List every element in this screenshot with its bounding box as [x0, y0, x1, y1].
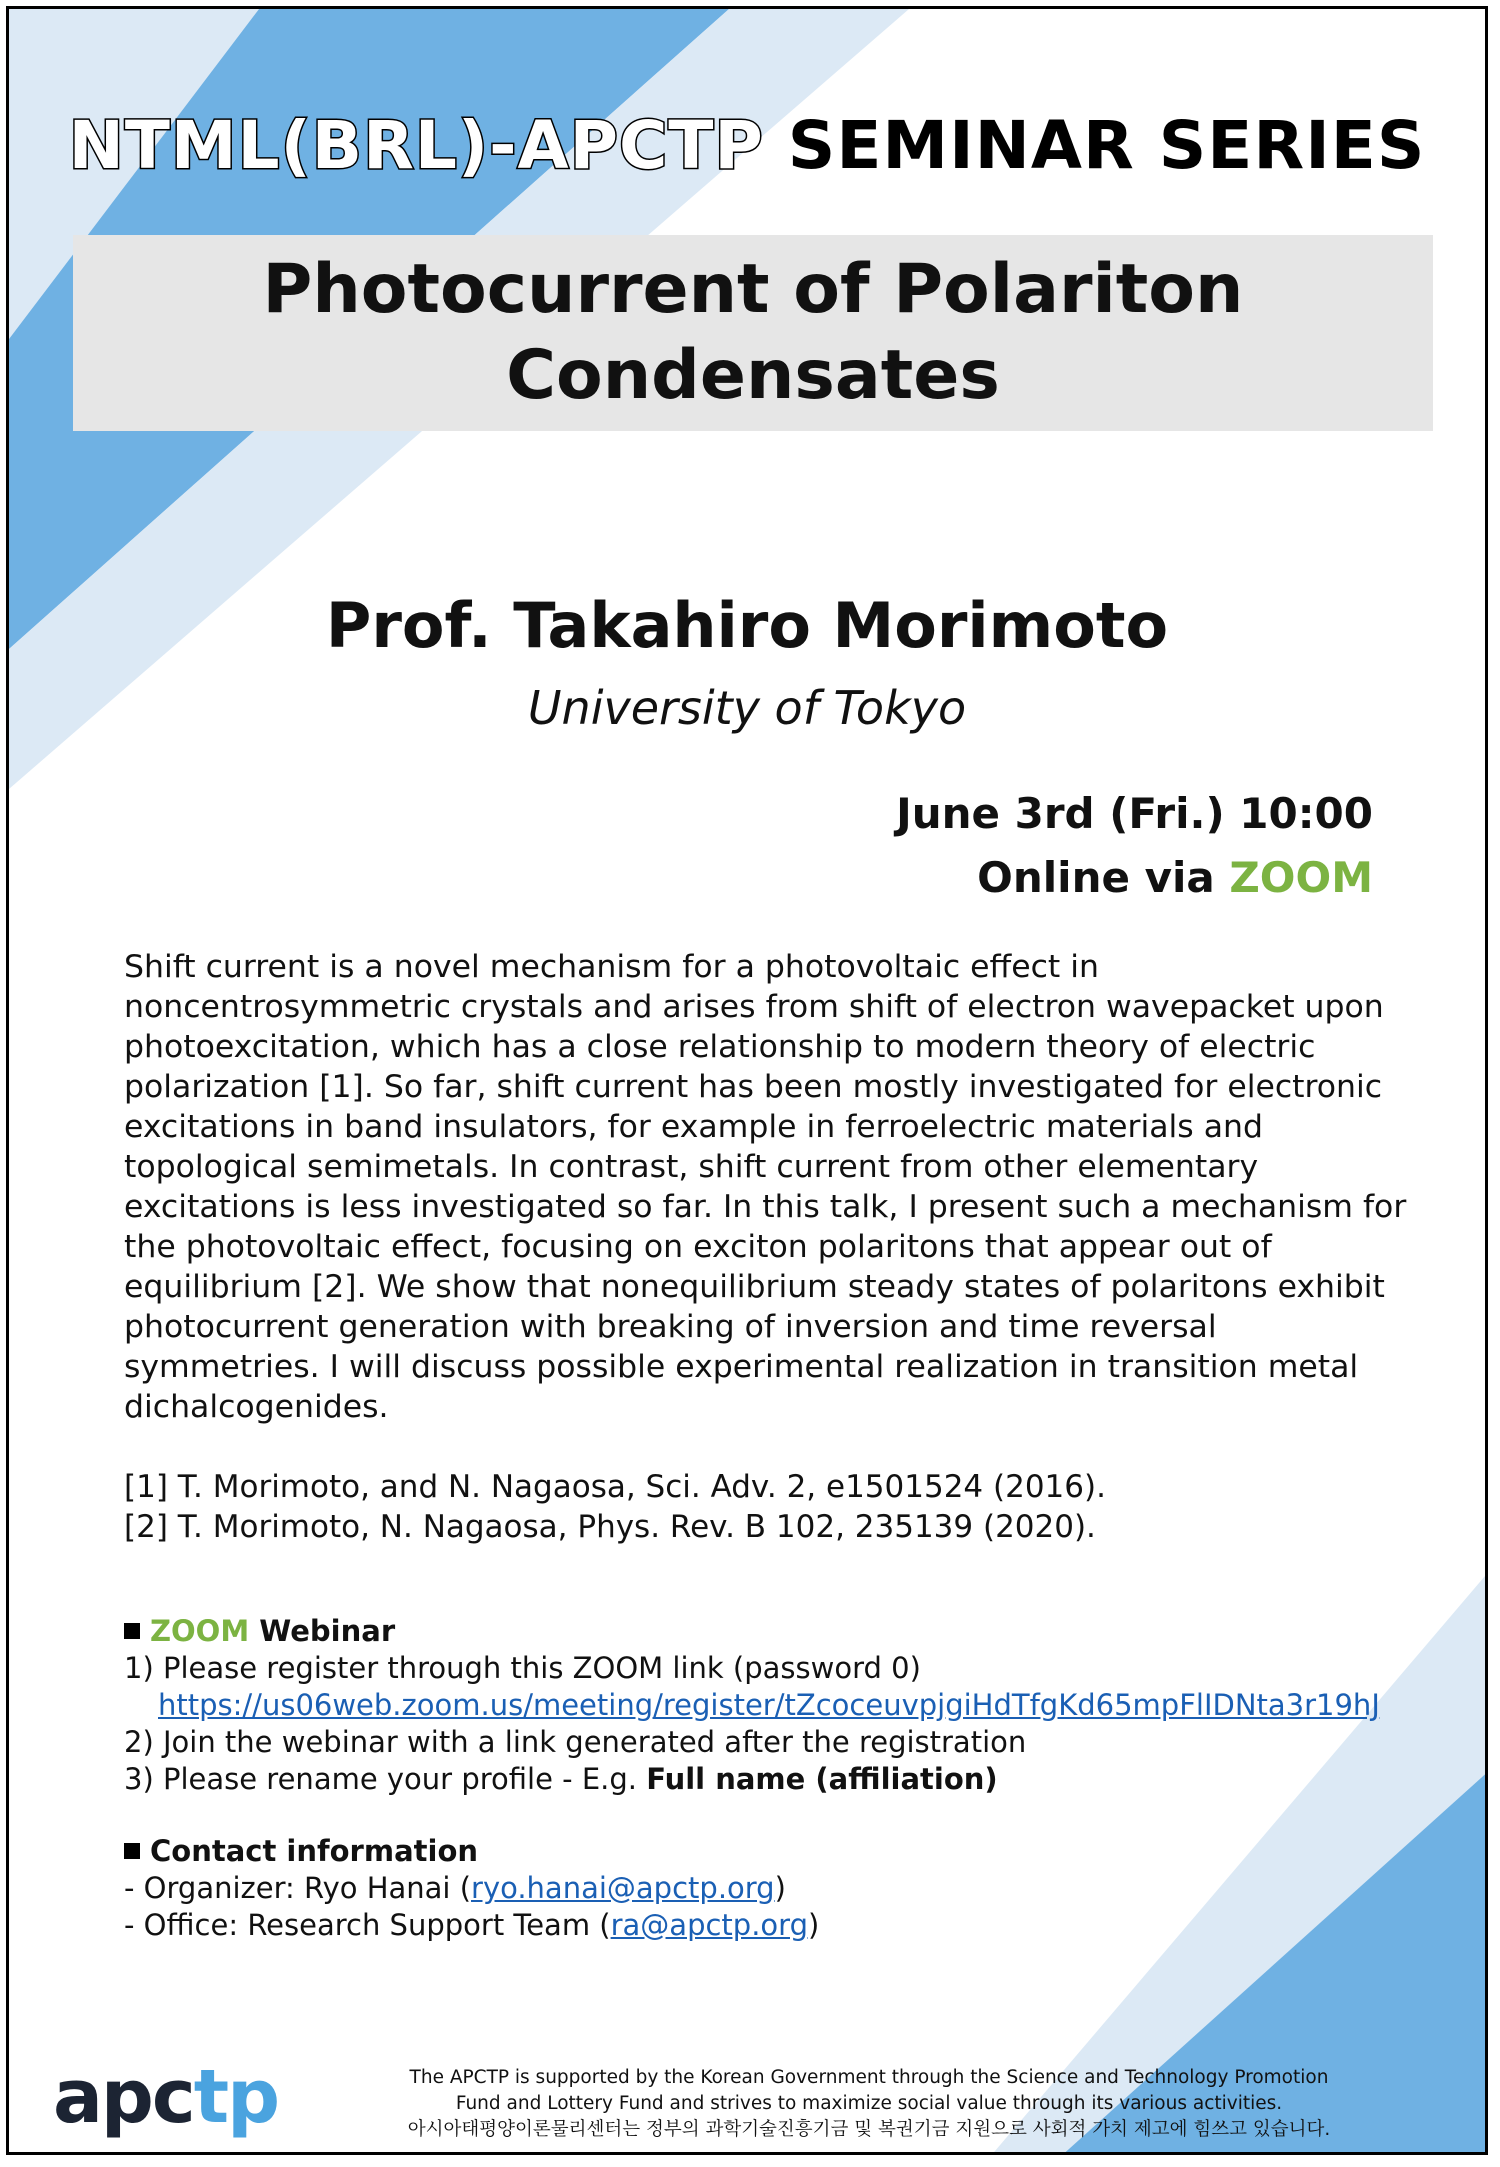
webinar-heading-label: Webinar	[249, 1614, 396, 1648]
contact-heading-label: Contact information	[150, 1834, 479, 1868]
seminar-venue	[977, 853, 1373, 902]
poster	[6, 6, 1488, 2155]
reference-item: [1] T. Morimoto, and N. Nagaosa, Sci. Adv. 2, e1501524 (2016).	[124, 1469, 1106, 1505]
webinar-link-row	[124, 1687, 1444, 1724]
zoom-registration-link[interactable]: https://us06web.zoom.us/meeting/register/tZcoceuvpjgiHdTfgKd65mpFlIDNta3r19hJ	[158, 1688, 1380, 1722]
logo-text-dark: apc	[53, 2054, 194, 2140]
speaker-affiliation: University of Tokyo	[527, 681, 967, 735]
funding-footer	[319, 2065, 1419, 2143]
speaker-name: Prof. Takahiro Morimoto	[325, 589, 1169, 662]
organizer-label: - Organizer: Ryo Hanai (	[124, 1871, 472, 1905]
organizer-email-link[interactable]: ryo.hanai@apctp.org	[471, 1871, 775, 1905]
webinar-step-3-example: Full name (affiliation)	[646, 1762, 998, 1796]
series-name-solid: SEMINAR SERIES	[787, 107, 1426, 184]
apctp-logo	[53, 2054, 279, 2140]
contact-organizer	[124, 1870, 1124, 1907]
webinar-step-3-text: 3) Please rename your profile - E.g.	[124, 1762, 647, 1796]
close-paren: )	[808, 1908, 820, 1942]
webinar-step-2: 2) Join the webinar with a link generated after the registration	[124, 1725, 1027, 1759]
footer-line-1: The APCTP is supported by the Korean Government through the Science and Technology Promotion	[409, 2067, 1329, 2088]
webinar-heading-zoom: ZOOM	[150, 1614, 250, 1648]
footer-line-korean: 아시아태평양이론물리센터는 정부의 과학기술진흥기금 및 복권기금 지원으로 사회적 가치 제고에 힘쓰고 있습니다.	[407, 2119, 1331, 2140]
reference-item: [2] T. Morimoto, N. Nagaosa, Phys. Rev. B 102, 235139 (2020).	[124, 1509, 1096, 1545]
close-paren: )	[774, 1871, 786, 1905]
logo-text-blue: tp	[193, 2054, 279, 2140]
venue-zoom: ZOOM	[1229, 853, 1373, 902]
references	[124, 1467, 1424, 1547]
series-name-outline: NTML(BRL)-APCTP	[68, 107, 764, 184]
office-email-link[interactable]: ra@apctp.org	[610, 1908, 808, 1942]
venue-prefix: Online via	[977, 853, 1230, 902]
talk-title: Photocurrent of Polariton Condensates	[262, 250, 1244, 415]
footer-line-2: Fund and Lottery Fund and strives to maximize social value through its various activities.	[455, 2093, 1283, 2114]
webinar-heading	[124, 1613, 1444, 1650]
talk-title-box	[73, 235, 1433, 431]
contact-heading	[124, 1833, 1124, 1870]
webinar-step-3	[124, 1761, 1444, 1798]
webinar-step-1: 1) Please register through this ZOOM link (password 0)	[124, 1651, 921, 1685]
seminar-date: June 3rd (Fri.) 10:00	[896, 789, 1373, 838]
office-label: - Office: Research Support Team (	[124, 1908, 611, 1942]
abstract-text: Shift current is a novel mechanism for a photovoltaic effect in noncentrosymmetric crystals and arises from shift of electron wavepacket upon photoexcitation, which has a close relationship to modern theory of electric polarization [1]. So far, shift current has been mostly investigated for electronic excitations in band insulators, for example in ferroelectric materials and topological semimetals. In contrast, shift current from other elementary excitations is less investigated so far. In this talk, I present such a mechanism for the photovoltaic effect, focusing on exciton polaritons that appear out of equilibrium [2]. We show that nonequilibrium steady states of polaritons exhibit photocurrent generation with breaking of inversion and time reversal symmetries. I will discuss possible experimental realization in transition metal dichalcogenides.	[124, 949, 1407, 1425]
contact-section	[124, 1833, 1124, 1944]
webinar-section	[124, 1613, 1444, 1798]
seminar-series-title	[9, 107, 1485, 184]
contact-office	[124, 1907, 1124, 1944]
square-bullet-icon	[124, 1843, 140, 1859]
square-bullet-icon	[124, 1623, 140, 1639]
